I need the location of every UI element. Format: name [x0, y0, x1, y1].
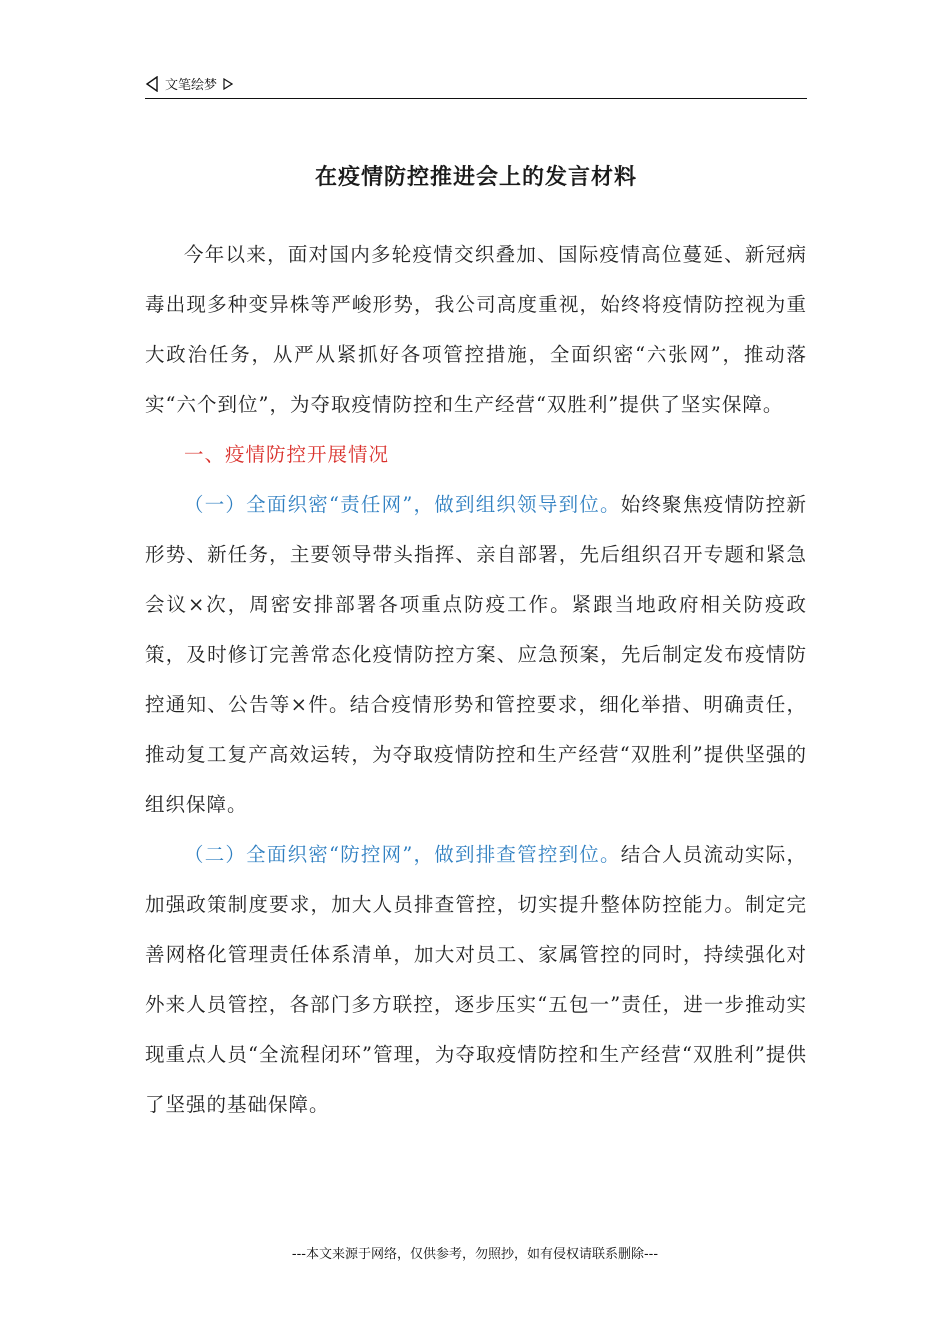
paragraph-responsibility-body: 始终聚焦疫情防控新形势、新任务，主要领导带头指挥、亲自部署，先后组织召开专题和紧急会议×次，周密安排部署各项重点防疫工作。紧跟当地政府相关防疫政策，及时修订完善常态化疫情防控方案、应急预案，先后制定发布疫情防控通知、公告等×件。结合疫情形势和管控要求，细化举措、明确责任，推动复工复产高效运转，为夺取疫情防控和生产经营“双胜利”提供坚强的组织保障。 — [145, 493, 807, 816]
intro-paragraph: 今年以来，面对国内多轮疫情交织叠加、国际疫情高位蔓延、新冠病毒出现多种变异株等严峻形势，我公司高度重视，始终将疫情防控视为重大政治任务，从严从紧抓好各项管控措施，全面织密“六张网”，推动落实“六个到位”，为夺取疫情防控和生产经营“双胜利”提供了坚实保障。 — [145, 243, 807, 416]
document-title: 在疫情防控推进会上的发言材料 — [314, 164, 637, 190]
triangle-left-icon — [145, 76, 159, 92]
footer-disclaimer: ---本文来源于网络，仅供参考，勿照抄，如有侵权请联系删除--- — [291, 1247, 659, 1262]
header-brand — [145, 74, 233, 93]
paragraph-responsibility — [145, 480, 807, 830]
document-body — [145, 230, 807, 1130]
paragraph-prevention-body: 结合人员流动实际，加强政策制度要求，加大人员排查管控，切实提升整体防控能力。制定完善网格化管理责任体系清单，加大对员工、家属管控的同时，持续强化对外来人员管控，各部门多方联控，逐步压实“五包一”责任，进一步推动实现重点人员“全流程闭环”管理，为夺取疫情防控和生产经营“双胜利”提供了坚强的基础保障。 — [145, 843, 807, 1116]
triangle-right-icon — [223, 78, 233, 90]
page-header — [145, 72, 807, 99]
paragraph-prevention — [145, 830, 807, 1130]
section-heading: 一、疫情防控开展情况 — [184, 443, 390, 466]
sub-heading-responsibility: （一）全面织密“责任网”，做到组织领导到位。 — [184, 493, 621, 516]
header-label: 文笔绘梦 — [165, 78, 218, 93]
sub-heading-prevention: （二）全面织密“防控网”，做到排查管控到位。 — [184, 843, 621, 866]
